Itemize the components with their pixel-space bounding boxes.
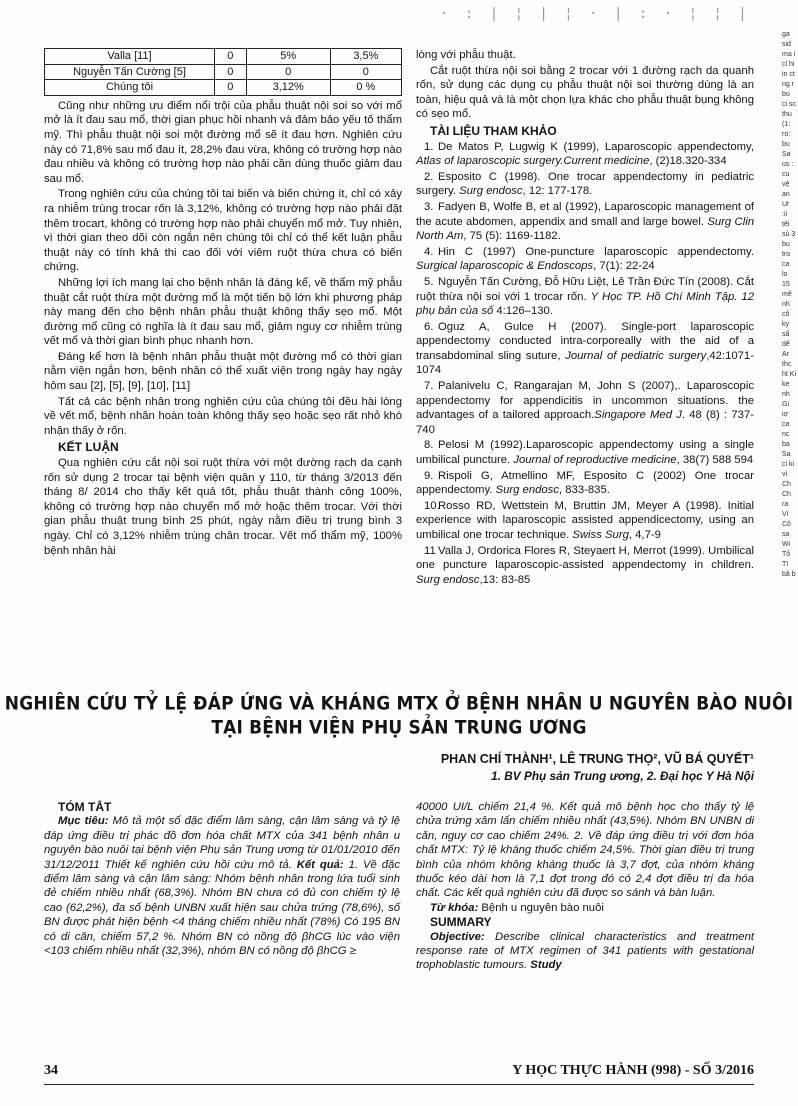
table-cell: 0 <box>215 64 247 80</box>
article-affiliations: 1. BV Phụ sản Trung ương, 2. Đại học Y Hà Nội <box>491 769 754 783</box>
table-row <box>45 49 402 65</box>
paragraph: Cũng như những ưu điểm nổi trội của phẫu thuật nội soi so với mổ mở là ít đau sau mổ, thời gian phục hồi nhanh và đảm bảo yếu tố thẩm mỹ. Thì phẫu thuật nội soi một đường mổ sẽ ít đau hơn. Nghiên cứu này có 71,8% sau mổ đau ít, 28,2% đau vừa, không có trường hợp nào đau nhiều và không có trường hợp nào phải cần dùng thuốc giảm đau sau mổ. <box>44 99 402 185</box>
reference-text: Esposito C (1998). One trocar appendectomy in pediatric surgery. <box>416 170 754 198</box>
reference-text: Rosso RD, Wettstein M, Bruttin JM, Meyer A (1998). Initial experience with laparoscopic assisted appendicectomy, using an umbilical one trocar technique. <box>416 499 754 541</box>
study-label: Study <box>530 959 562 972</box>
reference-number: 8. <box>424 439 434 452</box>
paragraph: Cắt ruột thừa nội soi bằng 2 trocar với 1 đường rạch da quanh rốn, sử dụng các dụng cụ phẫu thuật nội soi thường dùng là an toàn, hiệu quả và là một chọn lựa khác cho phẫu thuật bụng không có sẹo mổ. <box>416 64 754 121</box>
results-label: Kết quả: <box>296 858 344 871</box>
section-heading-references: TÀI LIỆU THAM KHẢO <box>430 123 557 138</box>
reference-pages: ,13: 83-85 <box>479 573 531 586</box>
reference-number: 10. <box>424 499 440 512</box>
reference-item <box>416 469 754 498</box>
table-cell: 0 <box>330 64 401 80</box>
reference-text: De Matos P, Lugwig K (1999), Laparoscopic appendectomy, <box>438 140 754 153</box>
reference-list <box>416 140 754 588</box>
reference-item <box>416 275 754 319</box>
table-cell: Nguyễn Tấn Cường [5] <box>45 64 215 80</box>
reference-text: Hin C (1997) One-puncture laparoscopic appendectomy. <box>438 245 754 258</box>
reference-pages: , 7(1): 22-24 <box>593 260 655 273</box>
reference-source: Y Học TP. Hồ Chí Minh Tập. 12 phụ bản của số <box>416 290 754 318</box>
table-cell: 0 <box>215 49 247 65</box>
reference-pages: , (2)18.320-334 <box>649 155 727 168</box>
reference-pages: , 75 (5): 1169-1182. <box>463 230 561 243</box>
header-scan-noise: · : | ¦ | ¦ · | : · ¦ ¦ | <box>440 6 751 22</box>
reference-item <box>416 379 754 437</box>
abstract-left <box>44 800 400 958</box>
reference-pages: 4:126–130. <box>493 305 553 318</box>
reference-text: Palanivelu C, Rangarajan M, John S (2007),. Laparoscopic appendectomy for appendicitis in uncommon situations. the advantages of a tailored approach. <box>416 380 754 422</box>
reference-item <box>416 544 754 588</box>
reference-text: Nguyễn Tấn Cường, Đỗ Hữu Liệt, Lê Trần Đức Tín (2008). Cắt ruột thừa nội soi với 1 trocar rốn. <box>416 275 754 303</box>
table-cell: 0 % <box>330 80 401 96</box>
reference-item <box>416 200 754 244</box>
reference-item <box>416 245 754 274</box>
table-cell: 0 <box>246 64 330 80</box>
reference-source: Surg endosc <box>459 185 523 198</box>
footer-rule <box>44 1084 754 1085</box>
reference-source: Singapore Med J <box>594 409 682 422</box>
journal-footer: Y HỌC THỰC HÀNH (998) - SỐ 3/2016 <box>512 1063 754 1078</box>
table-cell: 3,12% <box>246 80 330 96</box>
reference-text: Rispoli G, Atmellino MF, Esposito C (2002) One trocar appendectomy. <box>416 469 754 497</box>
article-title-line-2: TẠI BỆNH VIỆN PHỤ SẢN TRUNG ƯƠNG <box>211 717 587 739</box>
objective-en-text: Describe clinical characteristics and treatment response rate of MTX regimen of 341 patients with gestational trophoblastic tumours. <box>416 930 754 972</box>
reference-pages: ,42:1071-1074 <box>416 349 754 377</box>
table-cell: 5% <box>246 49 330 65</box>
objective-en-label: Objective: <box>430 930 485 943</box>
reference-number: 11 <box>424 544 436 557</box>
reference-number: 4. <box>424 245 434 258</box>
reference-text: Valla J, Ordorica Flores R, Steyaert H, Merrot (1999). Umbilical one puncture laparoscopic-assisted appendectomy in children. <box>416 544 754 572</box>
paragraph: Qua nghiên cứu cắt nội soi ruột thừa với một đường rạch da cạnh rốn sử dụng 2 trocar tại bệnh viện quân y 110, từ tháng 3/2013 đến tháng 8/ 2014 cho thấy kết quả tốt, phẫu thuật thành công 100%, không có trường hợp nào chuyển mổ mở hoặc thêm trocar. Với thời gian phẫu thuật trung bình 25 phút, ngày nằm điều trị trung bình 3 ngày. Chỉ có 3,12% nhiễm trùng chân trocar. Vết mổ thẩm mỹ, 100% bệnh nhân hài <box>44 457 402 557</box>
paragraph: Đáng kể hơn là bệnh nhân phẫu thuật một đường mổ có thời gian nằm viện ngắn hơn, bệnh nhân có thể xuất viện trong ngày hay ngày hôm sau [2], [5], [9], [10], [11] <box>44 350 402 393</box>
results-text: 1. Về đặc điểm lâm sàng và cận lâm sàng: Nhóm bệnh nhân trong lứa tuổi sinh đẻ chiếm nhiều nhất (68,3%). Nhóm BN chưa có đủ con chiếm tỷ lệ cao (62,2%), đa số bệnh UNBN xuất hiện sau chửa trứng (78,6%), số BN được phát hiện bệnh <4 tháng chiếm nhiều nhất (78%) Có 195 BN có di căn, chiếm 57,2 %. Nhóm BN có nồng độ βhCG lúc vào viện <103 chiếm nhiều nhất (32,3%), nhóm BN có nồng độ βhCG ≥ <box>44 858 400 958</box>
reference-number: 6. <box>424 320 434 333</box>
left-column <box>44 48 402 559</box>
table-row <box>45 80 402 96</box>
abstract-right <box>416 800 754 973</box>
abstract-continued-text: 40000 UI/L chiếm 21,4 %. Kết quả mô bệnh học cho thấy tỷ lệ chửa trứng xâm lấn chiếm nhiều nhất (43,5%). Nhóm BN UNBN di căn, nguy cơ cao chiếm 24%. 2. Về đáp ứng điều trị với đơn hóa chất MTX: Tỷ lệ kháng thuốc chiếm 24,5%. Thời gian điều trị trung bình của nhóm không kháng thuốc là 3,7 đợt, của nhóm kháng thuốc kéo dài hơn là 7,1 đợt trong đó có 2,4 đợt điều trị đa hóa chất. Các kết quả nghiên cứu đã được so sánh và bàn luận. <box>416 801 754 900</box>
article-title-line-1: NGHIÊN CỨU TỶ LỆ ĐÁP ỨNG VÀ KHÁNG MTX Ở BỆNH NHÂN U NGUYÊN BÀO NUÔI <box>4 693 794 715</box>
table-cell: Chúng tôi <box>45 80 215 96</box>
reference-item <box>416 140 754 169</box>
reference-source: Surg endosc <box>495 484 559 497</box>
table-cell: 3,5% <box>330 49 401 65</box>
abstract-heading: TÓM TẮT <box>58 800 112 814</box>
keywords: Bệnh u nguyên bào nuôi <box>478 901 604 914</box>
paragraph: Những lợi ích mang lại cho bệnh nhân là đáng kể, về thẩm mỹ phẫu thuật cắt ruột thừa một đường mổ là một tiến bộ lớn khi phương pháp này mang đến cho bệnh nhân phẫu thuật không thấy sẹo mổ. Một đường mổ cũng có nghĩa là ít đau sau mổ, giảm nguy cơ nhiễm trùng vết mổ và thời gian bình phục nhanh hơn. <box>44 276 402 348</box>
abstract-text: Mô tả một số đặc điểm lâm sàng, cận lâm sàng và tỷ lệ đáp ứng điều trị phác đồ đơn hóa chất MTX của 341 bệnh nhân u nguyên bào nuôi tại bệnh viện Phụ sản Trung ương từ 01/01/2010 đến 31/12/2011 Thiết kế nghiên cứu hồi cứu mô tả. <box>44 815 400 871</box>
reference-item <box>416 499 754 543</box>
reference-item <box>416 170 754 199</box>
paragraph: Trong nghiên cứu của chúng tôi tai biến và biến chứng ít, chỉ có xảy ra nhiễm trùng trocar rốn là 3,12%, không có trường hợp nào phải đặt thêm trocart, không có trường hợp nào phải chuyển mổ mở. Tuy nhiên, vì thời gian theo dõi còn ngắn nên chúng tôi chỉ có thể kết luận phẫu thuật này có tính khả thi cao đối với viêm ruột thừa chưa có biến chứng. <box>44 188 402 274</box>
table-cell: 0 <box>215 80 247 96</box>
reference-number: 1. <box>424 140 434 153</box>
keywords-label: Từ khóa: <box>430 901 479 914</box>
reference-source: Swiss Surg <box>572 529 629 541</box>
summary-heading: SUMMARY <box>430 915 492 930</box>
reference-number: 5. <box>424 275 434 288</box>
paragraph: lòng với phẫu thuật. <box>416 49 516 61</box>
reference-pages: , 38(7) 588 594 <box>676 454 754 467</box>
reference-text: Pelosi M (1992).Laparoscopic appendectomy using a single umbilical puncture. <box>416 439 754 467</box>
objective-label: Mục tiêu: <box>58 815 109 828</box>
table-row <box>45 64 402 80</box>
reference-number: 7. <box>424 380 434 393</box>
adjacent-page-edge-text: ga sid ma i cl hi in ct ng r bu ci sc thu (1: ro: bu Sa us : cu vệ an Ur :ii têi sủ 3 bu tro ca lo 15 mê nh cô ky sẩ dể Ar thc ht Ki ke nh Gi iợ ca nc ba Sa ci ki vì Ch Ch ra Ví Cô sa Wi Tổ TI bă b <box>782 31 796 578</box>
reference-pages: , 12: 177-178. <box>522 185 593 198</box>
reference-pages: , 4,7-9 <box>628 529 661 541</box>
reference-item <box>416 438 754 467</box>
table-cell: Valla [11] <box>45 49 215 65</box>
right-column <box>416 48 754 588</box>
reference-source: Surg Clin North Am <box>416 215 754 243</box>
reference-text: Fadyen B, Wolfe B, et al (1992), Laparoscopic management of the acute abdomen, appendix and small and large bowel. <box>416 200 754 228</box>
reference-item <box>416 320 754 378</box>
paragraph: Tất cả các bệnh nhân trong nghiên cứu của chúng tôi đều hài lòng về vết mổ, bệnh nhân hoàn toàn không thấy sẹo hoặc sẹo rất nhỏ khó nhận thấy ở rốn. <box>44 395 402 437</box>
article-authors: PHAN CHÍ THÀNH¹, LÊ TRUNG THỌ², VŨ BÁ QUYẾT¹ <box>440 752 754 766</box>
reference-source: Atlas of laparoscopic surgery.Current medicine <box>416 155 650 168</box>
reference-number: 2. <box>424 170 434 183</box>
page-number: 34 <box>44 1063 58 1078</box>
reference-source: Surg endosc <box>416 573 480 586</box>
reference-number: 9. <box>424 469 434 482</box>
reference-source: Journal of reproductive medicine <box>513 454 677 467</box>
reference-source: Journal of pediatric surgery <box>565 349 707 362</box>
reference-number: 3. <box>424 200 434 213</box>
reference-source: Surgical laparoscopic & Endoscops <box>416 260 594 273</box>
reference-text: Oguz A, Gulce H (2007). Single-port laparoscopic appendectomy conducted intra-corporeally with the aid of a transabdominal sling suture, <box>416 320 754 362</box>
reference-pages: , 833-835. <box>558 484 610 497</box>
section-heading-conclusion: KẾT LUẬN <box>58 440 119 455</box>
results-table <box>44 48 402 96</box>
reference-pages: . 48 (8) : 737-740 <box>416 409 754 436</box>
